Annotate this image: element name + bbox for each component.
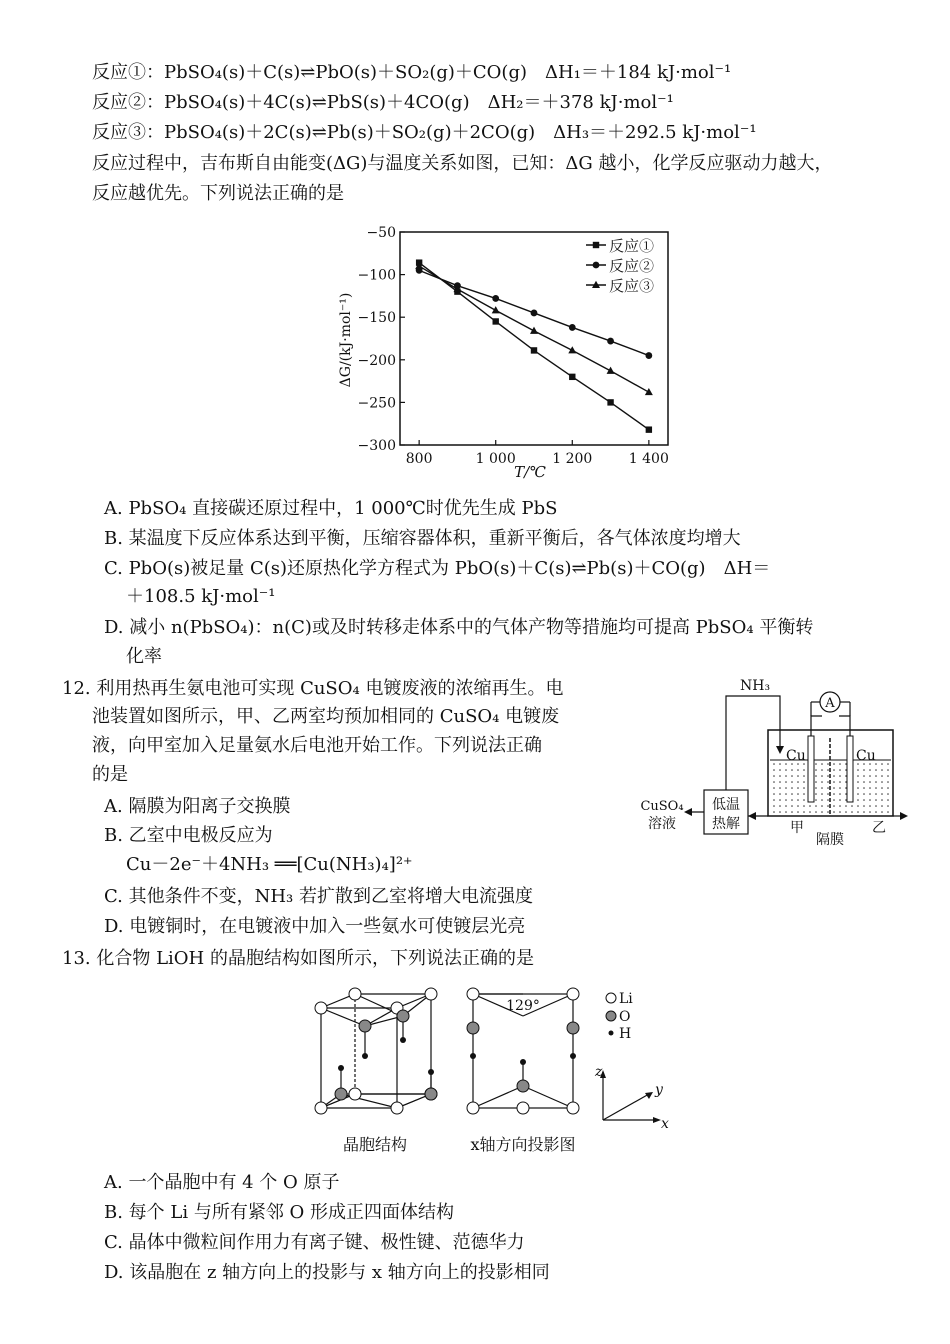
axis-y-label: y xyxy=(655,1082,663,1098)
x-axis-label: T/℃ xyxy=(514,463,546,481)
q12-stem-line4: 的是 xyxy=(92,764,128,785)
q13-stem: 13. 化合物 LiOH 的晶胞结构如图所示，下列说法正确的是 xyxy=(62,948,534,969)
q13-option-c: C. 晶体中微粒间作用力有离子键、极性键、范德华力 xyxy=(104,1232,525,1253)
data-point-series-1 xyxy=(569,374,575,380)
heater-label-2: 热解 xyxy=(712,816,740,832)
q11-option-c-line2: ＋108.5 kJ·mol⁻¹ xyxy=(126,586,276,607)
data-point-series-1 xyxy=(531,347,537,353)
x-tick-label: 800 xyxy=(405,451,433,467)
q11-description-line1: 反应过程中，吉布斯自由能变(ΔG)与温度关系如图，已知：ΔG 越小，化学反应驱动力越大， xyxy=(92,153,833,174)
q12-option-c: C. 其他条件不变，NH₃ 若扩散到乙室将增大电流强度 xyxy=(104,886,533,907)
y-tick-label: −300 xyxy=(357,438,396,454)
reaction-2: 反应②：PbSO₄(s)＋4C(s)⇌PbS(s)＋4CO(g) ΔH₂＝＋378 kJ·mol⁻¹ xyxy=(92,92,674,113)
x-tick-label: 1 000 xyxy=(475,451,516,467)
reaction-1: 反应①：PbSO₄(s)＋C(s)⇌PbO(s)＋SO₂(g)＋CO(g) ΔH₁＝＋184 kJ·mol⁻¹ xyxy=(92,62,732,83)
data-point-series-2 xyxy=(645,352,652,359)
q12-option-b-line1: B. 乙室中电极反应为 xyxy=(104,825,273,846)
chamber-jia-label: 甲 xyxy=(790,820,804,836)
unit-cell-atoms xyxy=(315,988,437,1114)
legend-marker xyxy=(593,262,600,269)
q12-option-a: A. 隔膜为阳离子交换膜 xyxy=(104,796,291,817)
data-point-series-3 xyxy=(607,367,615,374)
cuso4-label-1: CuSO₄ xyxy=(640,799,684,814)
caption-projection: x轴方向投影图 xyxy=(470,1135,576,1154)
y-tick-label: −50 xyxy=(366,225,396,241)
data-point-series-3 xyxy=(530,327,538,334)
nh3-label: NH₃ xyxy=(740,678,771,694)
cu-right-label: Cu xyxy=(856,748,876,764)
y-tick-label: −100 xyxy=(357,267,396,284)
caption-cell: 晶胞结构 xyxy=(342,1135,408,1154)
q13-option-d: D. 该晶胞在 z 轴方向上的投影与 x 轴方向上的投影相同 xyxy=(104,1262,550,1283)
data-point-series-3 xyxy=(492,306,500,313)
cu-electrode-right xyxy=(847,736,853,802)
y-tick-label: −150 xyxy=(357,310,396,327)
reaction-3: 反应③：PbSO₄(s)＋2C(s)⇌Pb(s)＋SO₂(g)＋2CO(g) ΔH₃＝＋292.5 kJ·mol⁻¹ xyxy=(92,122,757,143)
angle-label: 129° xyxy=(506,998,540,1014)
ammeter-label: A xyxy=(825,696,835,711)
legend-li: Li xyxy=(619,991,633,1007)
q11-option-d-line1: D. 减小 n(PbSO₄)：n(C)或及时转移走体系中的气体产物等措施均可提高 PbSO₄ 平衡转 xyxy=(104,617,814,638)
delta-g-chart xyxy=(330,222,690,482)
q13-option-a: A. 一个晶胞中有 4 个 O 原子 xyxy=(104,1172,340,1193)
data-point-series-3 xyxy=(568,346,576,353)
x-tick-label: 1 200 xyxy=(552,451,593,467)
cu-electrode-left xyxy=(808,736,814,802)
legend-label-3: 反应③ xyxy=(609,277,655,295)
q11-option-a: A. PbSO₄ 直接碳还原过程中，1 000℃时优先生成 PbS xyxy=(104,498,558,519)
q11-option-c-line1: C. PbO(s)被足量 C(s)还原热化学方程式为 PbO(s)＋C(s)⇌Pb(s)＋CO(g) ΔH＝ xyxy=(104,558,771,579)
q11-description-line2: 反应越优先。下列说法正确的是 xyxy=(92,183,344,204)
q12-option-b-line2: Cu－2e⁻＋4NH₃ ══[Cu(NH₃)₄]²⁺ xyxy=(126,854,413,875)
y-tick-label: −200 xyxy=(357,352,396,369)
legend-marker xyxy=(593,242,599,248)
data-point-series-1 xyxy=(607,399,613,405)
data-point-series-2 xyxy=(607,338,614,345)
q11-option-d-line2: 化率 xyxy=(126,646,162,667)
legend-h: H xyxy=(619,1026,632,1042)
data-point-series-3 xyxy=(645,388,653,395)
chamber-yi-label: 乙 xyxy=(872,820,886,836)
membrane-label: 隔膜 xyxy=(816,832,844,848)
data-point-series-2 xyxy=(531,310,538,317)
y-tick-label: −250 xyxy=(357,395,396,412)
heater-label-1: 低温 xyxy=(712,797,740,813)
legend-o: O xyxy=(619,1009,631,1025)
cuso4-label-2: 溶液 xyxy=(648,816,676,832)
legend-label-1: 反应① xyxy=(609,237,655,255)
q12-stem-line3: 液，向甲室加入足量氨水后电池开始工作。下列说法正确 xyxy=(92,735,542,756)
axis-z-label: z xyxy=(595,1064,603,1080)
q13-option-b: B. 每个 Li 与所有紧邻 O 形成正四面体结构 xyxy=(104,1202,455,1223)
x-tick-label: 1 400 xyxy=(628,451,669,467)
data-point-series-2 xyxy=(569,324,576,331)
y-axis-label: ΔG/(kJ·mol⁻¹) xyxy=(338,292,354,388)
lioh-crystal-figure xyxy=(305,986,685,1158)
battery-diagram xyxy=(640,672,910,852)
cu-left-label: Cu xyxy=(786,748,806,764)
q11-option-b: B. 某温度下反应体系达到平衡，压缩容器体积，重新平衡后，各气体浓度均增大 xyxy=(104,528,741,549)
q12-option-d: D. 电镀铜时，在电镀液中加入一些氨水可使镀层光亮 xyxy=(104,916,526,937)
axis-x-label: x xyxy=(661,1116,669,1132)
data-point-series-2 xyxy=(492,295,499,302)
q12-stem-line2: 池装置如图所示，甲、乙两室均预加相同的 CuSO₄ 电镀废 xyxy=(92,706,560,727)
q12-stem-line1: 12. 利用热再生氨电池可实现 CuSO₄ 电镀废液的浓缩再生。电 xyxy=(62,678,564,699)
legend-label-2: 反应② xyxy=(609,257,655,275)
data-point-series-1 xyxy=(493,318,499,324)
data-point-series-1 xyxy=(646,426,652,432)
